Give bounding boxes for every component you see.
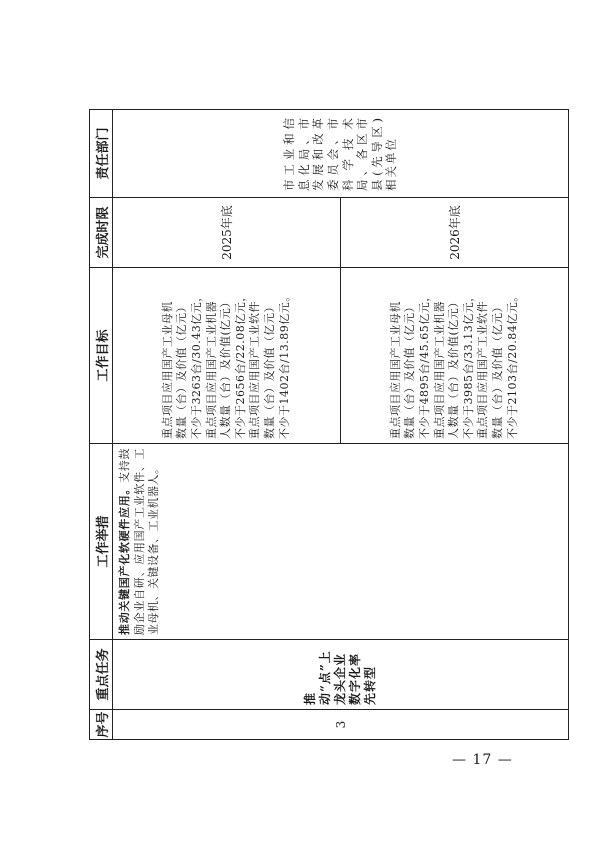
row-department: 市工业和信息化局、市发展和改革委员会、市科学技术局、各区市县(先导区)相关单位 xyxy=(113,110,569,198)
row-deadline-2025: 2025年底 xyxy=(113,198,341,268)
target-line: 不少于3985台/33.13亿元， xyxy=(461,290,475,439)
header-department: 责任部门 xyxy=(90,110,113,198)
target-line: 数量（台）及价值（亿元） xyxy=(403,301,417,439)
table-row xyxy=(113,110,341,740)
target-line: 重点项目应用国产工业母机 xyxy=(160,301,174,439)
row-targets-2025 xyxy=(113,268,341,444)
header-task: 重点任务 xyxy=(90,640,113,710)
target-line: 重点项目应用国产工业软件 xyxy=(476,301,490,439)
target-line: 重点项目应用国产工业软件 xyxy=(248,301,262,439)
rotated-table-container xyxy=(89,110,569,740)
target-line: 不少于4895台/45.65亿元， xyxy=(418,290,432,439)
target-line: 重点项目应用国产工业母机 xyxy=(388,301,402,439)
header-targets: 工作目标 xyxy=(90,268,113,444)
target-line: 人数量（台）及价值(亿元） xyxy=(219,296,233,439)
header-measures: 工作举措 xyxy=(90,444,113,640)
target-line: 重点项目应用国产工业机器 xyxy=(204,301,218,439)
target-line: 重点项目应用国产工业机器 xyxy=(432,301,446,439)
work-plan-table xyxy=(89,109,569,740)
row-targets-2026 xyxy=(341,268,569,444)
table-header-row xyxy=(90,110,113,740)
target-line: 数量（台）及价值（亿元） xyxy=(262,301,276,439)
target-line: 数量（台）及价值（亿元） xyxy=(490,301,504,439)
row-seq: 3 xyxy=(113,710,569,740)
row-deadline-2026: 2026年底 xyxy=(341,198,569,268)
measures-rest: 支持鼓励企业自研、应用国产工业软件、工业母机、关键设备、工业机器人。 xyxy=(118,447,161,635)
page-number: — 17 — xyxy=(452,752,513,768)
target-line: 不少于2103台/20.84亿元。 xyxy=(505,290,519,439)
row-task: 推动“点”上龙头企业数字化率先转型 xyxy=(113,640,569,710)
header-seq: 序号 xyxy=(90,710,113,740)
target-line: 不少于1402台/13.89亿元。 xyxy=(277,290,291,439)
row-measures xyxy=(113,444,569,640)
target-line: 不少于3263台/30.43亿元， xyxy=(190,290,204,439)
target-line: 人数量（台）及价值(亿元） xyxy=(447,296,461,439)
measures-lead: 推动关键国产化软硬件应用。 xyxy=(118,482,131,635)
target-line: 数量（台）及价值（亿元） xyxy=(175,301,189,439)
header-deadline: 完成时限 xyxy=(90,198,113,268)
target-line: 不少于2656台/22.08亿元， xyxy=(233,290,247,439)
